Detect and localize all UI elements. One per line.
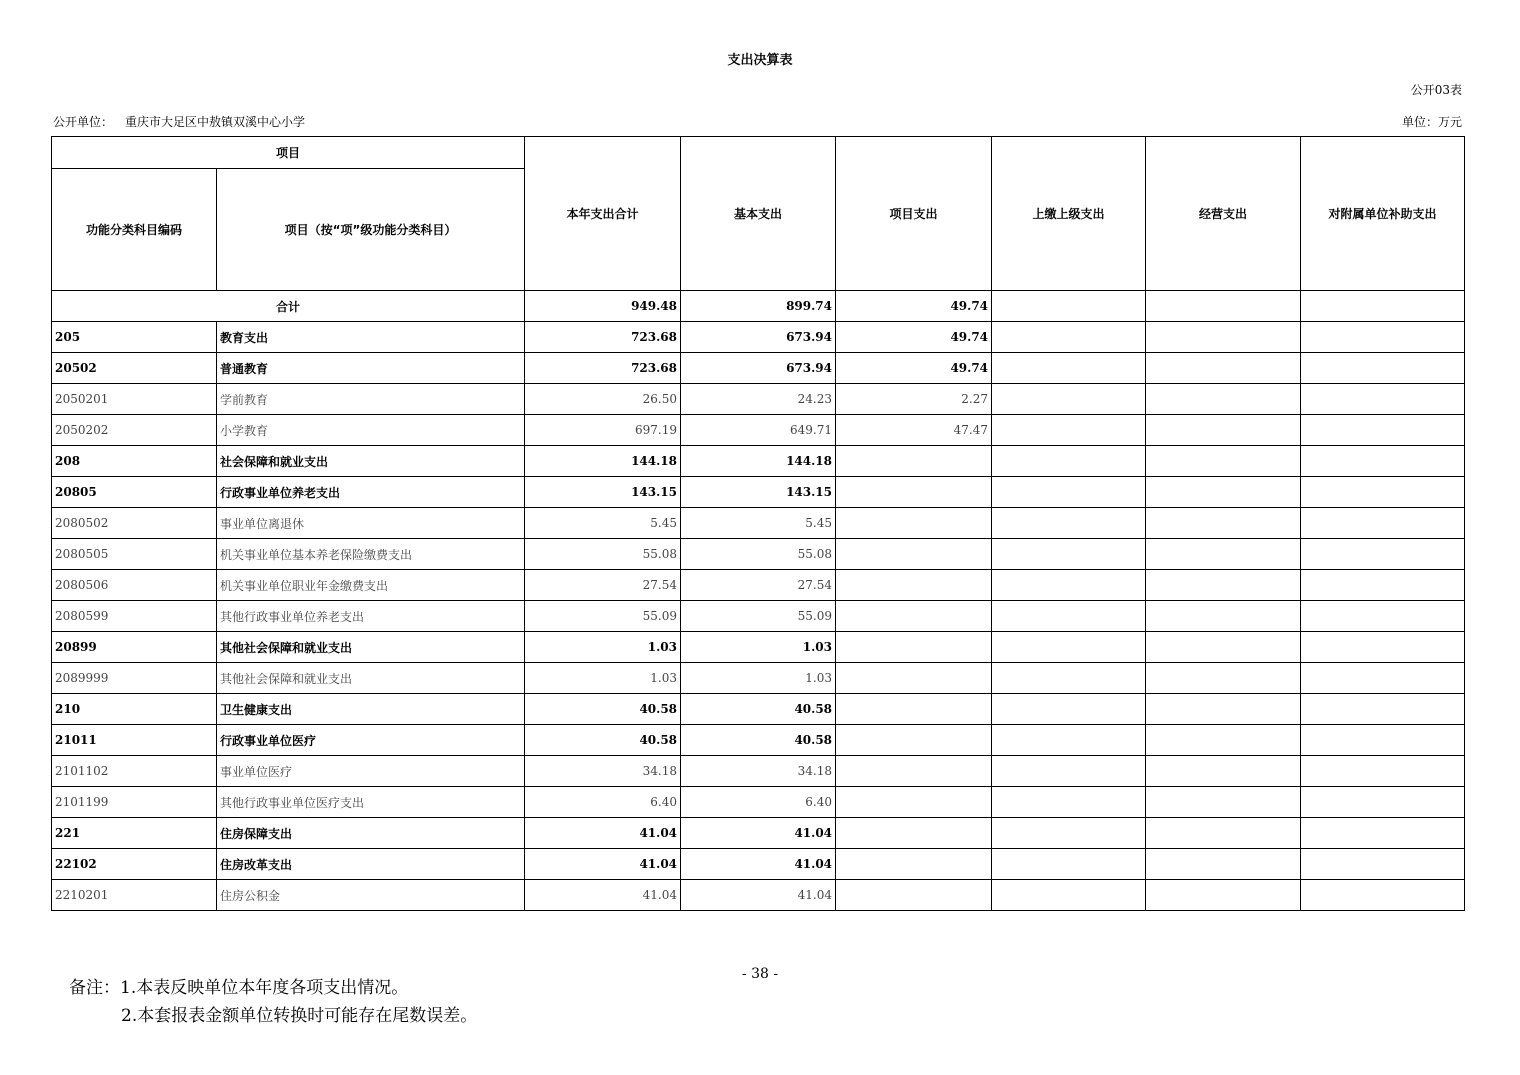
cell-business	[1146, 632, 1301, 663]
cell-basic: 673.94	[681, 322, 836, 353]
cell-business	[1146, 570, 1301, 601]
cell-code: 2101199	[52, 787, 217, 818]
cell-superior	[992, 663, 1146, 694]
table-row	[52, 508, 1465, 539]
table-row	[52, 663, 1465, 694]
cell-basic: 143.15	[681, 477, 836, 508]
cell-subsidy	[1301, 818, 1465, 849]
cell-business	[1146, 446, 1301, 477]
cell-total: 5.45	[525, 508, 681, 539]
cell-total: 34.18	[525, 756, 681, 787]
cell-subsidy	[1301, 508, 1465, 539]
note-line-1: 备注：1.本表反映单位本年度各项支出情况。	[69, 978, 409, 998]
cell-business	[1146, 787, 1301, 818]
cell-code: 20899	[52, 632, 217, 663]
cell-basic: 144.18	[681, 446, 836, 477]
total-cell-basic: 899.74	[681, 291, 836, 322]
total-label: 合计	[52, 291, 525, 322]
cell-project	[836, 446, 992, 477]
table-row	[52, 632, 1465, 663]
cell-business	[1146, 353, 1301, 384]
cell-code: 2080505	[52, 539, 217, 570]
cell-superior	[992, 756, 1146, 787]
total-cell-total: 949.48	[525, 291, 681, 322]
cell-project	[836, 849, 992, 880]
cell-total: 26.50	[525, 384, 681, 415]
cell-subsidy	[1301, 415, 1465, 446]
total-cell-superior	[992, 291, 1146, 322]
cell-subsidy	[1301, 787, 1465, 818]
cell-superior	[992, 539, 1146, 570]
header-subsidy: 对附属单位补助支出	[1301, 137, 1465, 291]
cell-project	[836, 477, 992, 508]
cell-superior	[992, 415, 1146, 446]
cell-project: 49.74	[836, 353, 992, 384]
cell-total: 143.15	[525, 477, 681, 508]
cell-superior	[992, 446, 1146, 477]
cell-basic: 55.08	[681, 539, 836, 570]
reporting-unit-label: 公开单位：	[53, 115, 114, 129]
cell-basic: 27.54	[681, 570, 836, 601]
reporting-unit-value: 重庆市大足区中敖镇双溪中心小学	[125, 115, 306, 129]
table-row	[52, 787, 1465, 818]
cell-project: 47.47	[836, 415, 992, 446]
total-cell-business	[1146, 291, 1301, 322]
cell-name: 机关事业单位基本养老保险缴费支出	[217, 539, 525, 570]
cell-project	[836, 725, 992, 756]
cell-business	[1146, 508, 1301, 539]
cell-name: 其他行政事业单位养老支出	[217, 601, 525, 632]
cell-business	[1146, 384, 1301, 415]
cell-business	[1146, 818, 1301, 849]
cell-project	[836, 694, 992, 725]
cell-business	[1146, 694, 1301, 725]
cell-total: 27.54	[525, 570, 681, 601]
cell-subsidy	[1301, 322, 1465, 353]
cell-total: 723.68	[525, 353, 681, 384]
cell-superior	[992, 322, 1146, 353]
cell-name: 住房公积金	[217, 880, 525, 911]
cell-name: 卫生健康支出	[217, 694, 525, 725]
cell-total: 40.58	[525, 694, 681, 725]
table-row	[52, 725, 1465, 756]
header-superior: 上缴上级支出	[992, 137, 1146, 291]
cell-business	[1146, 601, 1301, 632]
table-row	[52, 353, 1465, 384]
cell-business	[1146, 415, 1301, 446]
cell-total: 41.04	[525, 818, 681, 849]
table-row	[52, 477, 1465, 508]
table-row	[52, 694, 1465, 725]
cell-total: 41.04	[525, 849, 681, 880]
cell-superior	[992, 570, 1146, 601]
cell-basic: 41.04	[681, 818, 836, 849]
cell-superior	[992, 849, 1146, 880]
cell-subsidy	[1301, 477, 1465, 508]
cell-basic: 40.58	[681, 725, 836, 756]
cell-basic: 1.03	[681, 632, 836, 663]
header-name: 项目（按“项”级功能分类科目）	[217, 169, 525, 291]
cell-subsidy	[1301, 632, 1465, 663]
table-row	[52, 756, 1465, 787]
cell-superior	[992, 508, 1146, 539]
cell-business	[1146, 477, 1301, 508]
cell-business	[1146, 756, 1301, 787]
cell-total: 6.40	[525, 787, 681, 818]
cell-business	[1146, 849, 1301, 880]
cell-name: 社会保障和就业支出	[217, 446, 525, 477]
total-cell-subsidy	[1301, 291, 1465, 322]
cell-name: 住房保障支出	[217, 818, 525, 849]
cell-code: 20502	[52, 353, 217, 384]
cell-subsidy	[1301, 880, 1465, 911]
header-total: 本年支出合计	[525, 137, 681, 291]
cell-business	[1146, 322, 1301, 353]
page-number: - 38 -	[741, 966, 779, 982]
cell-name: 其他行政事业单位医疗支出	[217, 787, 525, 818]
cell-project	[836, 601, 992, 632]
cell-project	[836, 880, 992, 911]
table-row	[52, 539, 1465, 570]
table-row	[52, 818, 1465, 849]
cell-superior	[992, 880, 1146, 911]
cell-project	[836, 632, 992, 663]
cell-superior	[992, 787, 1146, 818]
cell-basic: 673.94	[681, 353, 836, 384]
cell-project	[836, 539, 992, 570]
table-row	[52, 880, 1465, 911]
cell-name: 其他社会保障和就业支出	[217, 632, 525, 663]
cell-total: 55.09	[525, 601, 681, 632]
cell-name: 机关事业单位职业年金缴费支出	[217, 570, 525, 601]
cell-project: 2.27	[836, 384, 992, 415]
cell-subsidy	[1301, 663, 1465, 694]
cell-code: 22102	[52, 849, 217, 880]
header-code: 功能分类科目编码	[52, 169, 217, 291]
cell-code: 2101102	[52, 756, 217, 787]
cell-total: 55.08	[525, 539, 681, 570]
cell-name: 行政事业单位医疗	[217, 725, 525, 756]
table-row	[52, 322, 1465, 353]
cell-code: 210	[52, 694, 217, 725]
cell-total: 723.68	[525, 322, 681, 353]
cell-subsidy	[1301, 601, 1465, 632]
cell-basic: 40.58	[681, 694, 836, 725]
cell-name: 小学教育	[217, 415, 525, 446]
cell-superior	[992, 694, 1146, 725]
cell-code: 2050201	[52, 384, 217, 415]
cell-superior	[992, 477, 1146, 508]
cell-superior	[992, 601, 1146, 632]
cell-code: 21011	[52, 725, 217, 756]
table-row	[52, 415, 1465, 446]
money-unit: 单位：万元	[1401, 115, 1462, 129]
cell-subsidy	[1301, 539, 1465, 570]
cell-subsidy	[1301, 570, 1465, 601]
cell-basic: 6.40	[681, 787, 836, 818]
cell-name: 住房改革支出	[217, 849, 525, 880]
cell-project	[836, 508, 992, 539]
table-row	[52, 849, 1465, 880]
cell-name: 学前教育	[217, 384, 525, 415]
cell-business	[1146, 663, 1301, 694]
header-project-group: 项目	[52, 137, 525, 169]
cell-name: 普通教育	[217, 353, 525, 384]
cell-basic: 41.04	[681, 849, 836, 880]
cell-subsidy	[1301, 756, 1465, 787]
cell-code: 2089999	[52, 663, 217, 694]
cell-superior	[992, 818, 1146, 849]
cell-basic: 24.23	[681, 384, 836, 415]
cell-code: 2210201	[52, 880, 217, 911]
cell-subsidy	[1301, 384, 1465, 415]
cell-business	[1146, 539, 1301, 570]
cell-code: 20805	[52, 477, 217, 508]
cell-total: 41.04	[525, 880, 681, 911]
cell-project: 49.74	[836, 322, 992, 353]
cell-name: 事业单位离退休	[217, 508, 525, 539]
cell-code: 2080599	[52, 601, 217, 632]
cell-name: 事业单位医疗	[217, 756, 525, 787]
cell-basic: 1.03	[681, 663, 836, 694]
header-basic: 基本支出	[681, 137, 836, 291]
cell-business	[1146, 880, 1301, 911]
cell-subsidy	[1301, 725, 1465, 756]
cell-name: 行政事业单位养老支出	[217, 477, 525, 508]
reporting-unit	[53, 113, 305, 130]
cell-superior	[992, 384, 1146, 415]
cell-basic: 649.71	[681, 415, 836, 446]
table-row	[52, 570, 1465, 601]
cell-superior	[992, 353, 1146, 384]
note-line-2: 2.本套报表金额单位转换时可能存在尾数误差。	[121, 1006, 478, 1026]
cell-total: 1.03	[525, 632, 681, 663]
cell-superior	[992, 725, 1146, 756]
cell-project	[836, 663, 992, 694]
cell-project	[836, 570, 992, 601]
cell-total: 144.18	[525, 446, 681, 477]
form-number: 公开03表	[1410, 83, 1462, 97]
table-row	[52, 601, 1465, 632]
cell-name: 教育支出	[217, 322, 525, 353]
header-business: 经营支出	[1146, 137, 1301, 291]
cell-subsidy	[1301, 849, 1465, 880]
cell-subsidy	[1301, 446, 1465, 477]
cell-code: 205	[52, 322, 217, 353]
cell-code: 221	[52, 818, 217, 849]
page-title: 支出决算表	[727, 53, 793, 68]
table-row	[52, 446, 1465, 477]
header-project: 项目支出	[836, 137, 992, 291]
total-row	[52, 291, 1465, 322]
cell-project	[836, 787, 992, 818]
cell-basic: 41.04	[681, 880, 836, 911]
cell-business	[1146, 725, 1301, 756]
table-row	[52, 384, 1465, 415]
cell-subsidy	[1301, 694, 1465, 725]
cell-code: 208	[52, 446, 217, 477]
cell-name: 其他社会保障和就业支出	[217, 663, 525, 694]
cell-total: 1.03	[525, 663, 681, 694]
cell-project	[836, 756, 992, 787]
cell-total: 40.58	[525, 725, 681, 756]
cell-code: 2050202	[52, 415, 217, 446]
cell-basic: 55.09	[681, 601, 836, 632]
total-cell-project: 49.74	[836, 291, 992, 322]
expenditure-table	[51, 136, 1465, 911]
cell-basic: 5.45	[681, 508, 836, 539]
notes	[69, 974, 477, 1030]
cell-project	[836, 818, 992, 849]
cell-basic: 34.18	[681, 756, 836, 787]
cell-subsidy	[1301, 353, 1465, 384]
cell-superior	[992, 632, 1146, 663]
cell-code: 2080506	[52, 570, 217, 601]
cell-total: 697.19	[525, 415, 681, 446]
cell-code: 2080502	[52, 508, 217, 539]
